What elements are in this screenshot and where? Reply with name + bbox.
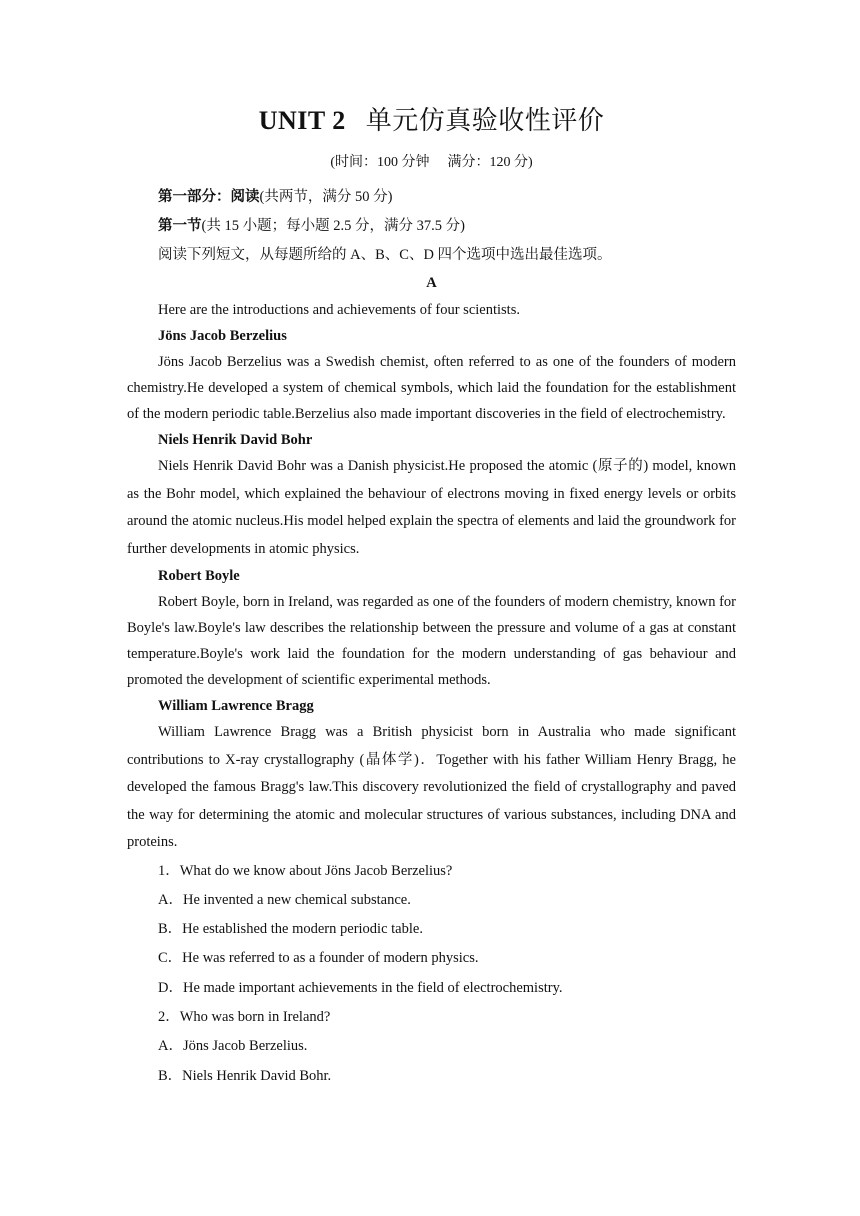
scientist-name: Robert Boyle — [158, 568, 240, 584]
part-detail: (共两节，满分 50 分) — [259, 189, 393, 205]
passage-label: A — [426, 275, 437, 291]
scientist-bio: Jöns Jacob Berzelius was a Swedish chemist, often referred to as one of the founders of modern chemistry.He developed a system of chemical symbols, which laid the foundation for the establishment of the modern periodic table.Berzelius also made important discoveries in the field of electrochemistry. — [127, 354, 736, 422]
exam-page — [127, 104, 736, 1091]
scientist-bio: Niels Henrik David Bohr was a Danish physicist.He proposed the atomic (原子的) model, known as the Bohr model, which explained the behaviour of electrons moving in fixed energy levels or orbits around the atomic nucleus.His model helped explain the spectra of elements and laid the groundwork for further developments in atomic physics. — [127, 458, 736, 557]
question-stem: 2．Who was born in Ireland? — [158, 1008, 331, 1025]
page-title — [127, 104, 736, 138]
unit-title-cn: 单元仿真验收性评价 — [365, 106, 605, 135]
exam-info — [127, 152, 736, 174]
section-heading — [127, 212, 736, 241]
question-block — [127, 857, 736, 1003]
scientist-name: Jöns Jacob Berzelius — [158, 328, 287, 344]
passage-intro: Here are the introductions and achievements of four scientists. — [158, 302, 520, 318]
scientist-name: Niels Henrik David Bohr — [158, 432, 313, 448]
question-block — [127, 1003, 736, 1091]
answer-option: B．He established the modern periodic table. — [158, 921, 423, 938]
part-heading — [127, 183, 736, 212]
section-detail: (共 15 小题；每小题 2.5 分，满分 37.5 分) — [201, 218, 465, 234]
scientist-name: William Lawrence Bragg — [158, 698, 314, 714]
unit-label: UNIT 2 — [258, 106, 346, 135]
answer-option: D．He made important achievements in the field of electrochemistry. — [158, 979, 563, 996]
part-label: 第一部分：阅读 — [158, 189, 260, 205]
answer-option: C．He was referred to as a founder of modern physics. — [158, 950, 479, 967]
exam-time: (时间：100 分钟 — [330, 155, 430, 170]
answer-option: A．Jöns Jacob Berzelius. — [158, 1038, 308, 1055]
scientist-bio: Robert Boyle, born in Ireland, was regarded as one of the founders of modern chemistry, known for Boyle's law.Boyle's law describes the relationship between the pressure and volume of a gas at constant temperature.Boyle's work laid the foundation for the modern understanding of gas behaviour and promoted the development of scientific experimental methods. — [127, 594, 736, 688]
exam-score: 满分：120 分) — [447, 155, 533, 170]
question-stem: 1．What do we know about Jöns Jacob Berzelius? — [158, 862, 453, 879]
scientist-bio: William Lawrence Bragg was a British physicist born in Australia who made significant contributions to X-ray crystallography (晶体学)．Together with his father William Henry Bragg, he developed the famous Bragg's law.This discovery revolutionized the field of crystallography and paved the way for determining the atomic and molecular structures of various substances, including DNA and proteins. — [127, 724, 736, 850]
section-label: 第一节 — [158, 218, 202, 234]
answer-option: B．Niels Henrik David Bohr. — [158, 1067, 332, 1084]
answer-option: A．He invented a new chemical substance. — [158, 891, 411, 908]
instruction: 阅读下列短文，从每题所给的 A、B、C、D 四个选项中选出最佳选项。 — [158, 247, 612, 263]
